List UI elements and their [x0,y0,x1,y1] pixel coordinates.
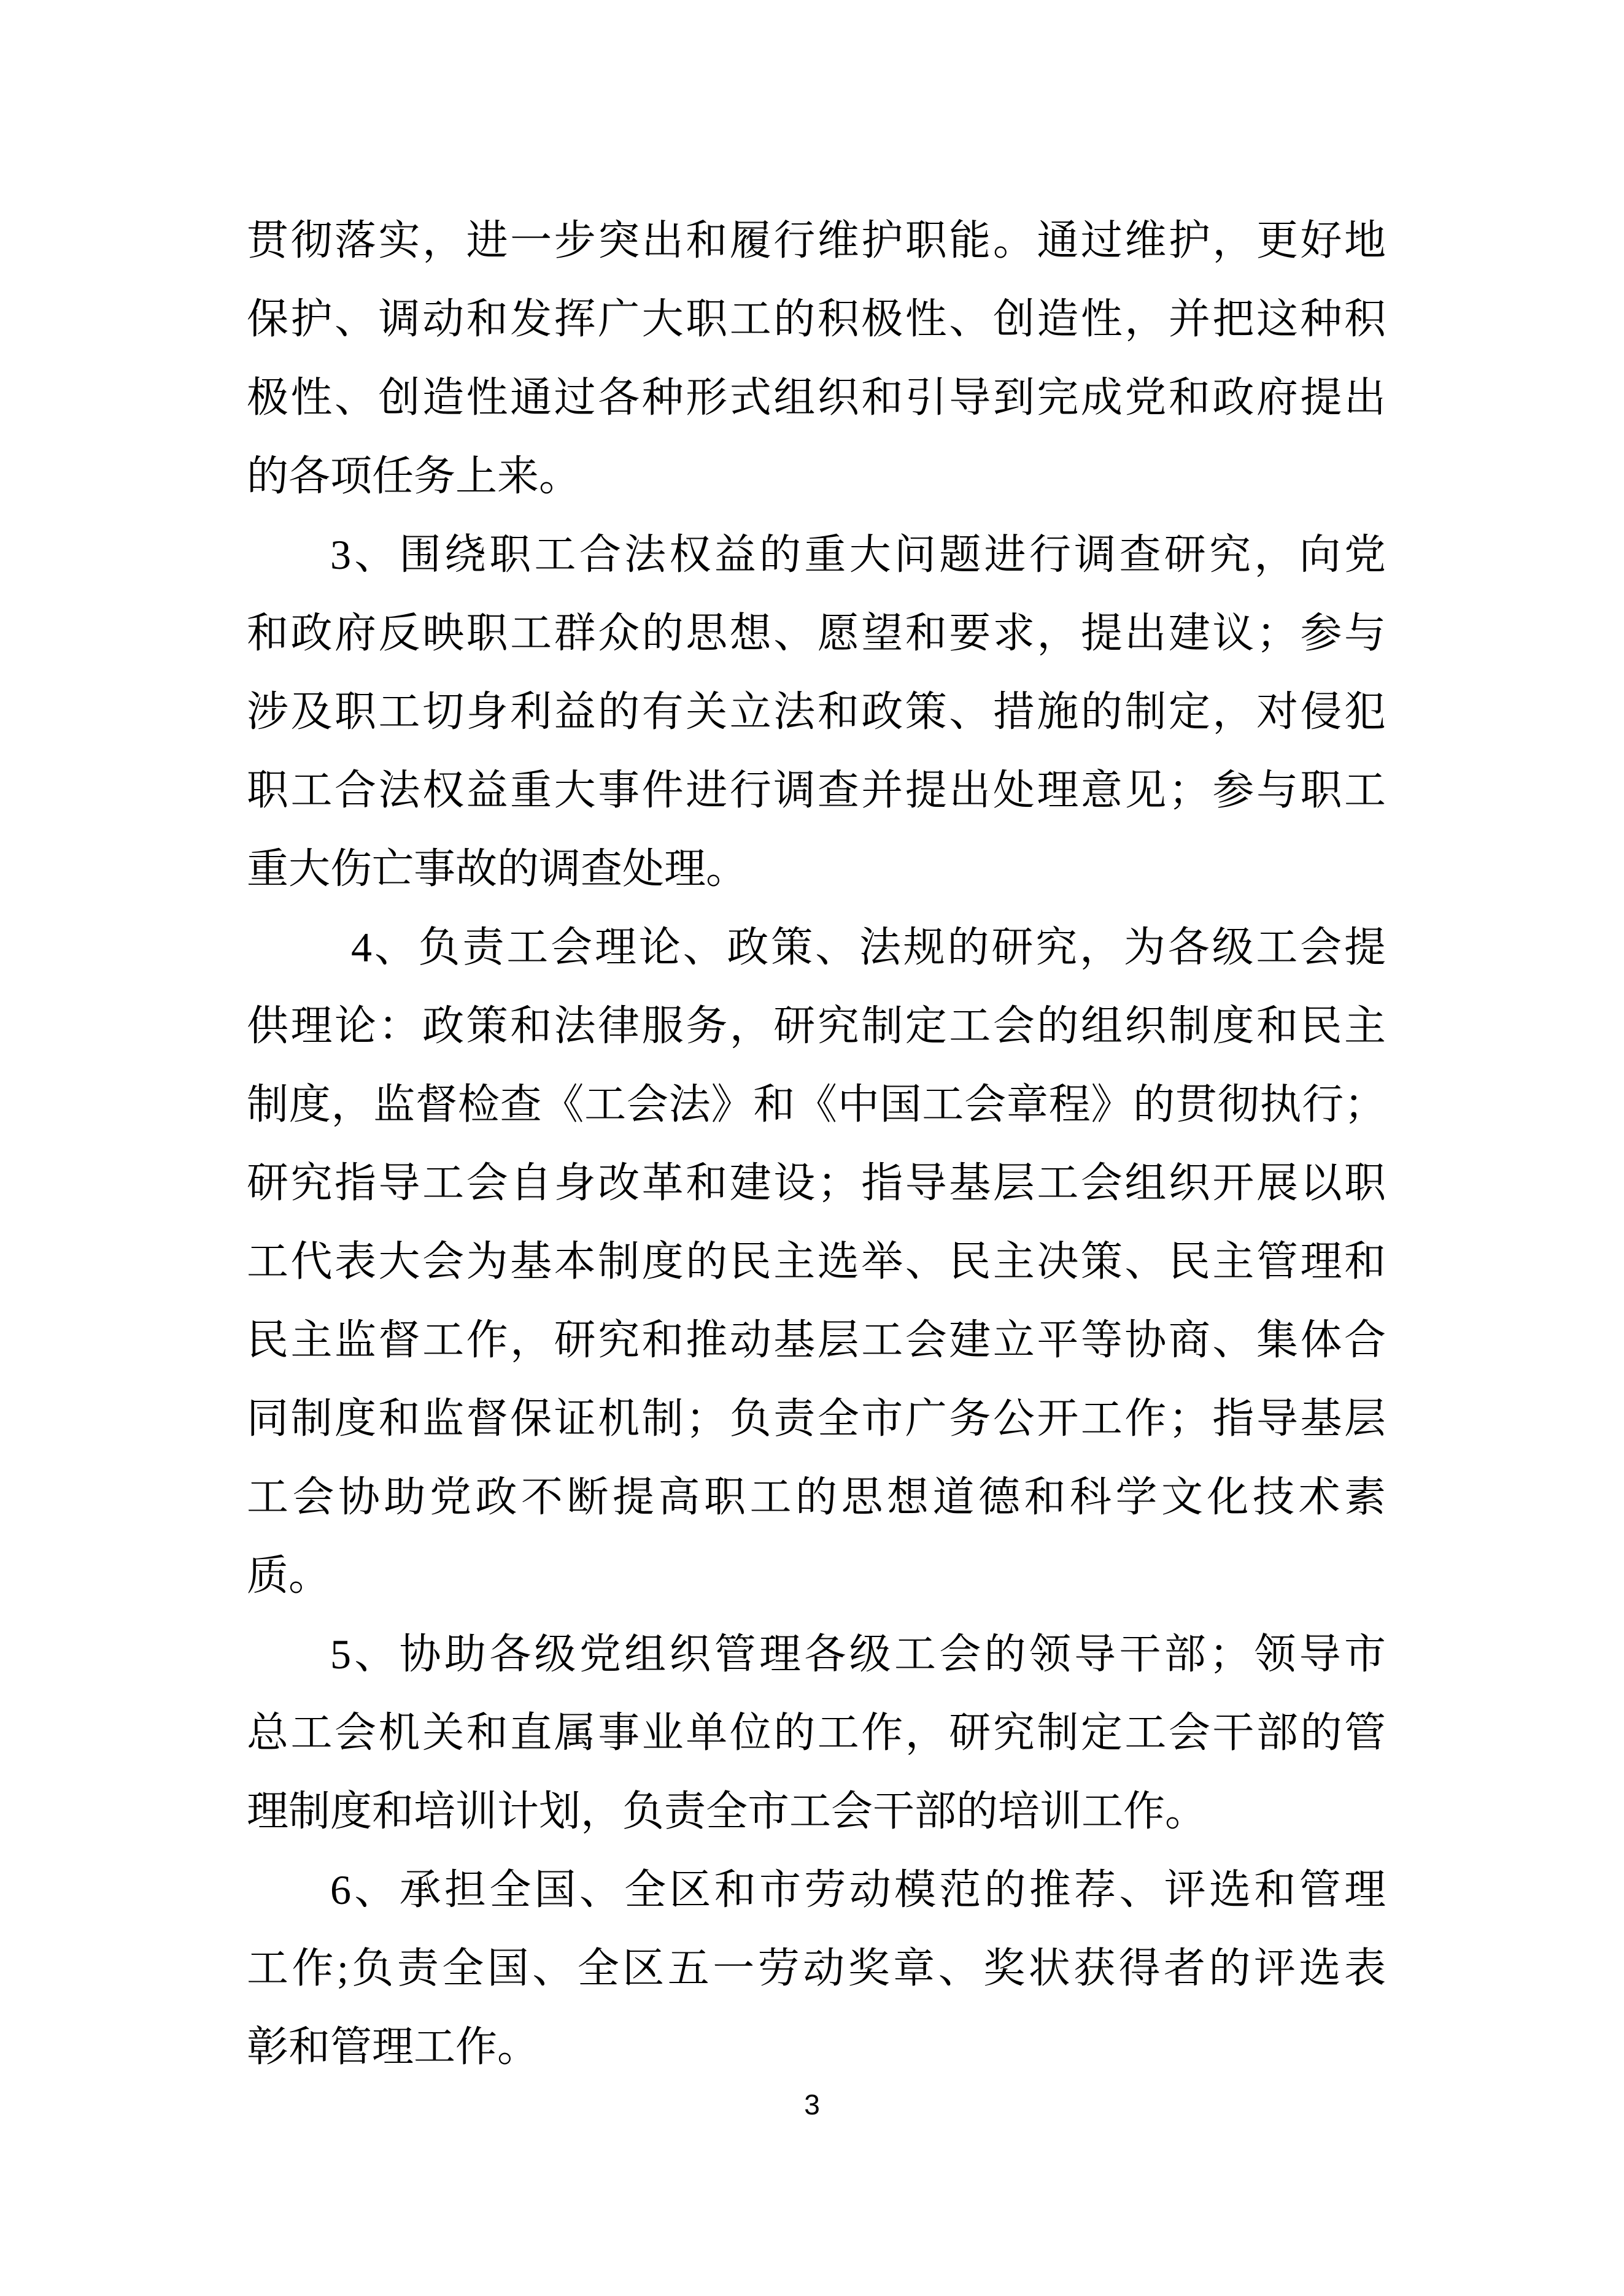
text-line: 贯彻落实，进一步突出和履行维护职能。通过维护，更好地 [247,217,1386,264]
text-line: 理制度和培训计划，负责全市工会干部的培训工作。 [247,1788,1207,1835]
text-line: 工会协助党政不断提高职工的思想道德和科学文化技术素 [247,1474,1386,1520]
text-line: 供理论：政策和法律服务，研究制定工会的组织制度和民主 [247,1003,1386,1049]
text-line: 工代表大会为基本制度的民主选举、民主决策、民主管理和 [247,1238,1386,1285]
text-line: 6、承担全国、全区和市劳动模范的推荐、评选和管理 [330,1866,1386,1913]
text-line: 重大伤亡事故的调查处理。 [247,846,748,892]
text-line: 3、围绕职工合法权益的重大问题进行调查研究，向党 [330,531,1386,578]
paragraph [247,201,1386,515]
text-line: 制度，监督检查《工会法》和《中国工会章程》的贯彻执行； [247,1081,1386,1128]
paragraph [247,1615,1386,1851]
text-line: 同制度和监督保证机制；负责全市广务公开工作；指导基层 [247,1395,1386,1442]
text-line: 工作;负责全国、全区五一劳动奖章、奖状获得者的评选表 [247,1945,1386,1992]
text-line: 彰和管理工作。 [247,2024,539,2070]
text-line: 质。 [247,1552,331,1599]
paragraph [247,908,1386,1615]
page-number: 3 [804,2089,820,2121]
text-line: 5、协助各级党组织管理各级工会的领导干部；领导市 [330,1631,1386,1678]
text-line: 和政府反映职工群众的思想、愿望和要求，提出建议；参与 [247,610,1386,657]
text-line: 极性、创造性通过各种形式组织和引导到完成党和政府提出 [247,374,1386,421]
text-line: 民主监督工作，研究和推动基层工会建立平等协商、集体合 [247,1317,1386,1363]
text-line: 职工合法权益重大事件进行调查并提出处理意见；参与职工 [247,767,1386,814]
text-line: 保护、调动和发挥广大职工的积极性、创造性，并把这种积 [247,296,1386,342]
text-line: 涉及职工切身利益的有关立法和政策、措施的制定，对侵犯 [247,688,1386,735]
text-line: 总工会机关和直属事业单位的工作，研究制定工会干部的管 [247,1709,1386,1756]
page-footer [0,2085,1624,2124]
text-line: 研究指导工会自身改革和建设；指导基层工会组织开展以职 [247,1160,1386,1206]
paragraph [247,515,1386,908]
text-line: 的各项任务上来。 [247,453,581,499]
paragraph [247,1851,1386,2086]
text-line: 4、负责工会理论、政策、法规的研究，为各级工会提 [351,924,1386,971]
document-body [247,201,1386,2086]
